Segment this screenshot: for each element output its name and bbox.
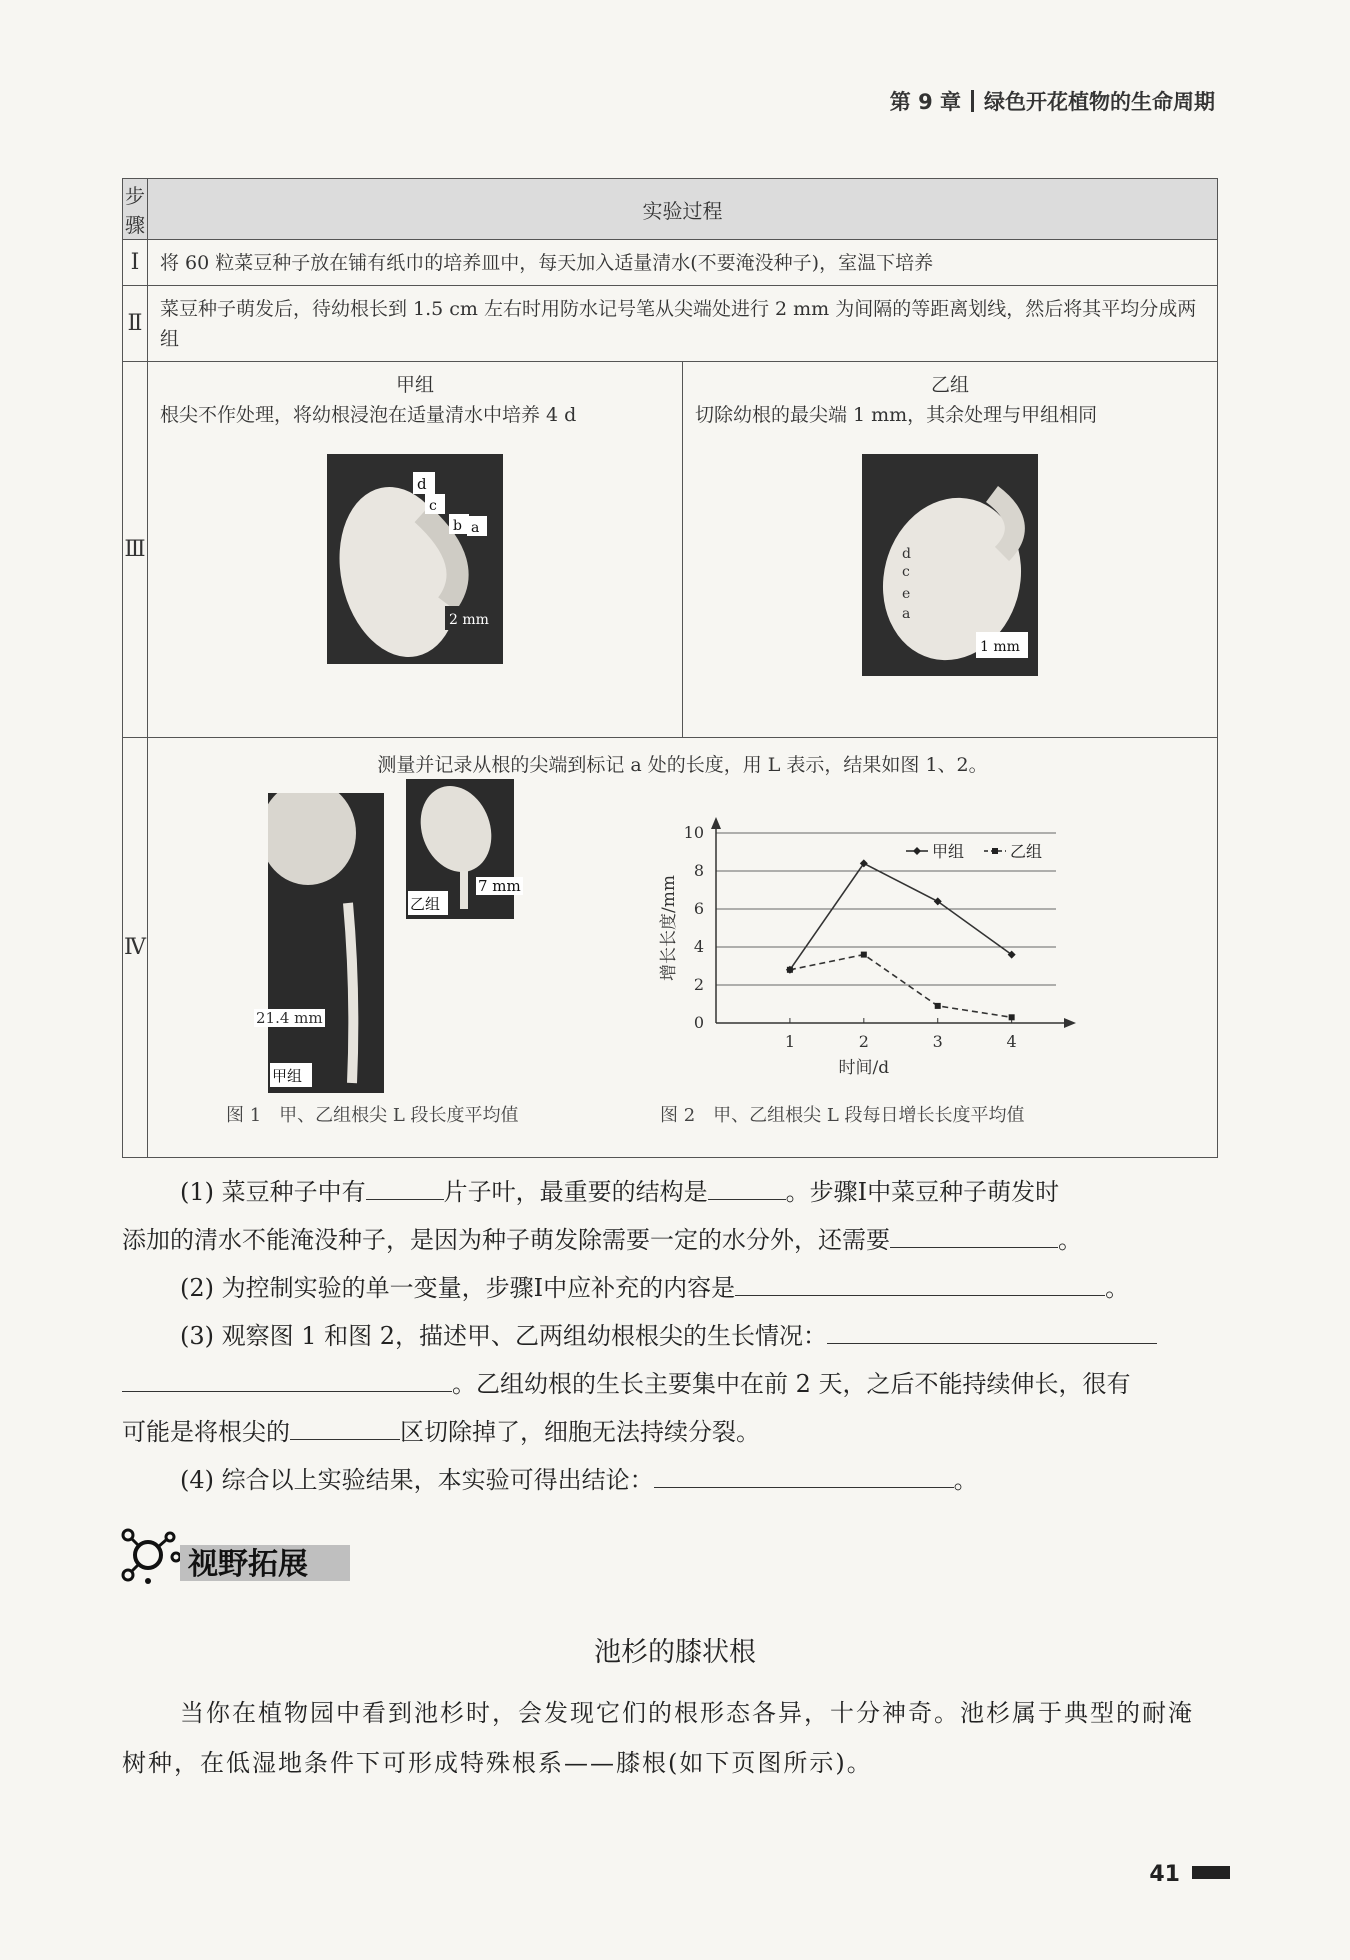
fig1-yi-length: 7 mm (477, 877, 521, 895)
step-label: Ⅰ (123, 240, 148, 286)
x-tick-label: 2 (858, 1032, 869, 1051)
root-photo-yi (406, 779, 514, 919)
table-header-row (123, 179, 1218, 240)
yi-label-e: e (901, 586, 911, 602)
growth-line-chart (638, 813, 1078, 1093)
q1-text-a: (1) 菜豆种子中有 (180, 1178, 366, 1206)
data-point (1009, 1014, 1015, 1020)
legend-marker (913, 847, 921, 855)
series-line (790, 955, 1012, 1018)
question-1-cont (122, 1216, 1218, 1264)
seed-yi-illustration (862, 454, 1038, 676)
question-3-cont (122, 1360, 1218, 1408)
chapter-title: 绿色开花植物的生命周期 (984, 90, 1215, 114)
q1-text-d: 添加的清水不能淹没种子，是因为种子萌发除需要一定的水分外，还需要 (122, 1226, 890, 1254)
chapter-number: 第 9 章 (889, 90, 961, 114)
answer-blank[interactable] (654, 1457, 954, 1488)
step-label: Ⅱ (123, 286, 148, 362)
yi-label-d: d (901, 546, 911, 562)
q4-text-b: 。 (953, 1466, 978, 1494)
answer-blank[interactable] (890, 1217, 1058, 1248)
seed-jia-illustration (327, 454, 503, 664)
x-tick-label: 1 (784, 1032, 795, 1051)
y-tick-label: 6 (693, 899, 704, 918)
q1-text-b: 片子叶，最重要的结构是 (443, 1178, 708, 1206)
column-header-step: 步骤 (123, 179, 148, 240)
y-tick-label: 10 (683, 823, 704, 842)
q3-text-c: 可能是将根尖的 (122, 1418, 290, 1446)
question-3-cont2 (122, 1408, 1218, 1456)
legend-label: 乙组 (1009, 842, 1042, 861)
header-separator (971, 90, 974, 112)
column-header-process: 实验过程 (147, 179, 1217, 240)
x-axis-arrow (1064, 1018, 1076, 1028)
figure-1-caption: 图 1 甲、乙组根尖 L 段长度平均值 (225, 1105, 519, 1126)
page-number-text: 41 (1149, 1862, 1180, 1887)
data-point (787, 967, 793, 973)
jia-label-c: c (428, 498, 437, 514)
data-point (861, 952, 867, 958)
yi-scale-label: 1 mm (979, 639, 1020, 655)
x-tick-label: 3 (932, 1032, 943, 1051)
y-tick-label: 8 (693, 861, 704, 880)
group-jia-text: 根尖不作处理，将幼根浸泡在适量清水中培养 4 d (159, 404, 577, 426)
step-text: 将 60 粒菜豆种子放在铺有纸巾的培养皿中，每天加入适量清水(不要淹没种子)，室温下培养 (147, 240, 1217, 286)
jia-label-a: a (470, 520, 480, 536)
seed-photo-yi (862, 454, 1038, 676)
data-point (935, 1003, 941, 1009)
section-badge-label: 视野拓展 (188, 1547, 308, 1582)
x-tick-label: 4 (1006, 1032, 1017, 1051)
group-jia-title: 甲组 (395, 374, 434, 396)
section-badge (120, 1525, 350, 1585)
seed-photo-jia (327, 454, 503, 664)
legend-label: 甲组 (931, 842, 964, 861)
y-axis-label: 增长长度/mm (658, 875, 679, 981)
jia-scale-label: 2 mm (448, 612, 489, 628)
y-axis-arrow (711, 817, 721, 829)
answer-blank[interactable] (708, 1169, 786, 1200)
table-row (123, 362, 1218, 738)
yi-label-a: a (901, 606, 911, 622)
answer-blank[interactable] (122, 1361, 452, 1392)
question-block (122, 1168, 1218, 1504)
fig1-jia-label: 甲组 (271, 1067, 302, 1085)
page-marker (1192, 1866, 1230, 1879)
experiment-table (122, 178, 1218, 1158)
legend-marker (992, 848, 998, 854)
table-row (123, 286, 1218, 362)
article-title: 池杉的膝状根 (594, 1637, 756, 1668)
q3-text-b: 。乙组幼根的生长主要集中在前 2 天，之后不能持续伸长，很有 (452, 1370, 1131, 1398)
figure-2-caption: 图 2 甲、乙组根尖 L 段每日增长长度平均值 (659, 1105, 1025, 1126)
article-body (122, 1688, 1218, 1788)
table-row (123, 240, 1218, 286)
step-label: Ⅲ (123, 362, 148, 738)
root-photo-jia (268, 793, 384, 1093)
y-tick-label: 0 (693, 1013, 704, 1032)
y-tick-label: 2 (693, 975, 704, 994)
question-2 (122, 1264, 1218, 1312)
q2-text-b: 。 (1105, 1274, 1130, 1302)
article-paragraph: 当你在植物园中看到池杉时，会发现它们的根形态各异，十分神奇。池杉属于典型的耐淹树种，在低湿地条件下可形成特殊根系——膝根(如下页图所示)。 (122, 1699, 1194, 1777)
question-3 (122, 1312, 1218, 1360)
q1-text-c: 。步骤Ⅰ中菜豆种子萌发时 (785, 1178, 1060, 1206)
step-four-cell (147, 738, 1217, 1158)
answer-blank[interactable] (735, 1265, 1105, 1296)
chapter-header (890, 86, 1215, 116)
step-label: Ⅳ (123, 738, 148, 1158)
answer-blank[interactable] (366, 1169, 444, 1200)
yi-label-c: c (901, 564, 910, 580)
group-yi-cell (682, 362, 1217, 738)
fig1-yi-label: 乙组 (409, 895, 440, 913)
group-yi-text: 切除幼根的最尖端 1 mm，其余处理与甲组相同 (694, 404, 1098, 426)
step-text: 菜豆种子萌发后，待幼根长到 1.5 cm 左右时用防水记号笔从尖端处进行 2 mm 为间隔的等距离划线，然后将其平均分成两组 (147, 286, 1217, 362)
q3-text-d: 区切除掉了，细胞无法持续分裂。 (400, 1418, 760, 1446)
q4-text-a: (4) 综合以上实验结果，本实验可得出结论： (180, 1466, 654, 1494)
y-tick-label: 4 (693, 937, 704, 956)
x-axis-label: 时间/d (838, 1058, 890, 1078)
table-row (123, 738, 1218, 1158)
answer-blank[interactable] (290, 1409, 400, 1440)
q1-text-e: 。 (1058, 1226, 1082, 1254)
question-1 (122, 1168, 1218, 1216)
question-4 (122, 1456, 1218, 1504)
q3-text-a: (3) 观察图 1 和图 2，描述甲、乙两组幼根根尖的生长情况： (180, 1322, 828, 1350)
jia-label-b: b (452, 518, 462, 534)
figures-row (148, 777, 1217, 1147)
answer-blank[interactable] (827, 1313, 1157, 1344)
step-text: 测量并记录从根的尖端到标记 a 处的长度，用 L 表示，结果如图 1、2。 (377, 754, 988, 776)
fig1-jia-length: 21.4 mm (255, 1009, 323, 1027)
group-yi-title: 乙组 (930, 374, 969, 396)
page-number (1149, 1862, 1230, 1887)
series-line (790, 863, 1012, 969)
jia-label-d: d (416, 475, 427, 493)
group-jia-cell (147, 362, 682, 738)
q2-text-a: (2) 为控制实验的单一变量，步骤Ⅰ中应补充的内容是 (180, 1274, 736, 1302)
